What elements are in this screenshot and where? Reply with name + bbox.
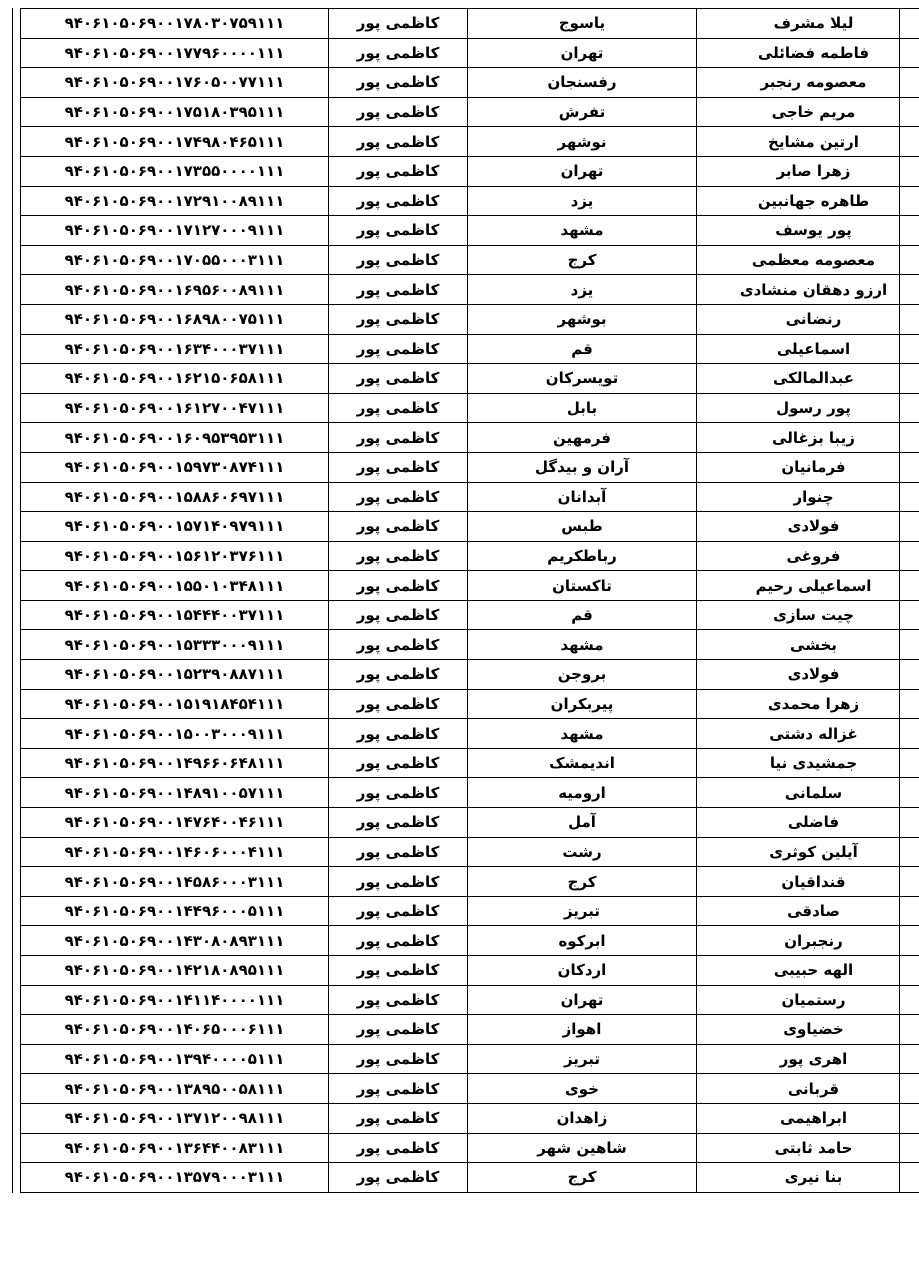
table-row [21,127,919,157]
name-cell: رستمیان [697,985,919,1015]
records-table [20,8,919,1193]
agent-cell: کاظمی پور [329,38,468,68]
city-cell: پیربکران [468,689,697,719]
city-cell: تهران [468,38,697,68]
agent-cell: کاظمی پور [329,926,468,956]
code-cell: ۹۴۰۶۱۰۵۰۶۹۰۰۱۳۵۷۹۰۰۰۳۱۱۱ [21,1163,329,1193]
code-cell: ۹۴۰۶۱۰۵۰۶۹۰۰۱۶۰۹۵۳۹۵۳۱۱۱ [21,423,329,453]
code-cell: ۹۴۰۶۱۰۵۰۶۹۰۰۱۴۷۶۴۰۰۴۶۱۱۱ [21,808,329,838]
agent-cell: کاظمی پور [329,452,468,482]
name-cell: عبدالمالکی [697,364,919,394]
table-row [21,1163,919,1193]
name-cell: چنوار [697,482,919,512]
code-cell: ۹۴۰۶۱۰۵۰۶۹۰۰۱۷۵۱۸۰۳۹۵۱۱۱ [21,97,329,127]
code-cell: ۹۴۰۶۱۰۵۰۶۹۰۰۱۶۳۴۰۰۰۳۷۱۱۱ [21,334,329,364]
name-cell: اهری پور [697,1044,919,1074]
name-cell: ارتین مشایخ [697,127,919,157]
table-row [21,600,919,630]
code-cell: ۹۴۰۶۱۰۵۰۶۹۰۰۱۴۵۸۶۰۰۰۳۱۱۱ [21,867,329,897]
city-cell: تهران [468,156,697,186]
name-cell: پور رسول [697,393,919,423]
agent-cell: کاظمی پور [329,97,468,127]
code-cell: ۹۴۰۶۱۰۵۰۶۹۰۰۱۳۸۹۵۰۰۵۸۱۱۱ [21,1074,329,1104]
name-cell: صادقی [697,896,919,926]
city-cell: رفسنجان [468,68,697,98]
table-row [21,512,919,542]
agent-cell: کاظمی پور [329,186,468,216]
table-row [21,748,919,778]
code-cell: ۹۴۰۶۱۰۵۰۶۹۰۰۱۴۱۱۴۰۰۰۰۱۱۱ [21,985,329,1015]
name-cell: زیبا بزغالی [697,423,919,453]
name-cell: معصومه رنجبر [697,68,919,98]
table-row [21,896,919,926]
name-cell: آیلین کوثری [697,837,919,867]
name-cell: فرمانیان [697,452,919,482]
code-cell: ۹۴۰۶۱۰۵۰۶۹۰۰۱۵۶۱۲۰۳۷۶۱۱۱ [21,541,329,571]
city-cell: تویسرکان [468,364,697,394]
table-row [21,38,919,68]
table-row [21,660,919,690]
name-cell: رنضانی [697,304,919,334]
code-cell: ۹۴۰۶۱۰۵۰۶۹۰۰۱۵۴۴۴۰۰۳۷۱۱۱ [21,600,329,630]
code-cell: ۹۴۰۶۱۰۵۰۶۹۰۰۱۷۸۰۳۰۷۵۹۱۱۱ [21,9,329,39]
agent-cell: کاظمی پور [329,68,468,98]
table-row [21,837,919,867]
code-cell: ۹۴۰۶۱۰۵۰۶۹۰۰۱۴۶۰۶۰۰۰۴۱۱۱ [21,837,329,867]
city-cell: آبدانان [468,482,697,512]
name-cell: بنا نیری [697,1163,919,1193]
code-cell: ۹۴۰۶۱۰۵۰۶۹۰۰۱۷۴۹۸۰۴۶۵۱۱۱ [21,127,329,157]
city-cell: بابل [468,393,697,423]
code-cell: ۹۴۰۶۱۰۵۰۶۹۰۰۱۵۷۱۴۰۹۷۹۱۱۱ [21,512,329,542]
agent-cell: کاظمی پور [329,216,468,246]
table-row [21,630,919,660]
city-cell: بوشهر [468,304,697,334]
code-cell: ۹۴۰۶۱۰۵۰۶۹۰۰۱۷۳۵۵۰۰۰۰۱۱۱ [21,156,329,186]
city-cell: ارومیه [468,778,697,808]
name-cell: فولادی [697,512,919,542]
code-cell: ۹۴۰۶۱۰۵۰۶۹۰۰۱۵۹۷۳۰۸۷۴۱۱۱ [21,452,329,482]
code-cell: ۹۴۰۶۱۰۵۰۶۹۰۰۱۶۹۵۶۰۰۸۹۱۱۱ [21,275,329,305]
agent-cell: کاظمی پور [329,482,468,512]
code-cell: ۹۴۰۶۱۰۵۰۶۹۰۰۱۵۲۳۹۰۸۸۷۱۱۱ [21,660,329,690]
table-row [21,156,919,186]
city-cell: تهران [468,985,697,1015]
agent-cell: کاظمی پور [329,985,468,1015]
table-row [21,1015,919,1045]
code-cell: ۹۴۰۶۱۰۵۰۶۹۰۰۱۴۰۶۵۰۰۰۶۱۱۱ [21,1015,329,1045]
city-cell: نوشهر [468,127,697,157]
agent-cell: کاظمی پور [329,541,468,571]
agent-cell: کاظمی پور [329,1133,468,1163]
records-table-body [21,9,919,1193]
table-row [21,334,919,364]
table-row [21,186,919,216]
agent-cell: کاظمی پور [329,571,468,601]
table-row [21,541,919,571]
code-cell: ۹۴۰۶۱۰۵۰۶۹۰۰۱۳۶۴۴۰۰۸۳۱۱۱ [21,1133,329,1163]
code-cell: ۹۴۰۶۱۰۵۰۶۹۰۰۱۵۳۳۳۰۰۰۹۱۱۱ [21,630,329,660]
name-cell: سلمانی [697,778,919,808]
city-cell: تفرش [468,97,697,127]
table-row [21,1074,919,1104]
table-row [21,97,919,127]
agent-cell: کاظمی پور [329,364,468,394]
name-cell: فاطمه فضائلی [697,38,919,68]
code-cell: ۹۴۰۶۱۰۵۰۶۹۰۰۱۳۹۴۰۰۰۰۵۱۱۱ [21,1044,329,1074]
agent-cell: کاظمی پور [329,719,468,749]
agent-cell: کاظمی پور [329,9,468,39]
agent-cell: کاظمی پور [329,660,468,690]
name-cell: چیت سازی [697,600,919,630]
agent-cell: کاظمی پور [329,778,468,808]
code-cell: ۹۴۰۶۱۰۵۰۶۹۰۰۱۷۲۹۱۰۰۸۹۱۱۱ [21,186,329,216]
city-cell: ابرکوه [468,926,697,956]
table-row [21,216,919,246]
city-cell: بروجن [468,660,697,690]
city-cell: یاسوج [468,9,697,39]
agent-cell: کاظمی پور [329,127,468,157]
name-cell: طاهره جهانبین [697,186,919,216]
code-cell: ۹۴۰۶۱۰۵۰۶۹۰۰۱۶۸۹۸۰۰۷۵۱۱۱ [21,304,329,334]
code-cell: ۹۴۰۶۱۰۵۰۶۹۰۰۱۷۷۹۶۰۰۰۰۱۱۱ [21,38,329,68]
city-cell: شاهین شهر [468,1133,697,1163]
code-cell: ۹۴۰۶۱۰۵۰۶۹۰۰۱۷۰۵۵۰۰۰۳۱۱۱ [21,245,329,275]
name-cell: مریم خاجی [697,97,919,127]
agent-cell: کاظمی پور [329,156,468,186]
agent-cell: کاظمی پور [329,689,468,719]
name-cell: قنداقیان [697,867,919,897]
table-row [21,985,919,1015]
agent-cell: کاظمی پور [329,1015,468,1045]
agent-cell: کاظمی پور [329,512,468,542]
agent-cell: کاظمی پور [329,896,468,926]
city-cell: رشت [468,837,697,867]
code-cell: ۹۴۰۶۱۰۵۰۶۹۰۰۱۴۲۱۸۰۸۹۵۱۱۱ [21,956,329,986]
city-cell: آمل [468,808,697,838]
table-row [21,275,919,305]
name-cell: فاضلی [697,808,919,838]
city-cell: زاهدان [468,1103,697,1133]
agent-cell: کاظمی پور [329,630,468,660]
table-row [21,1044,919,1074]
city-cell: تبریز [468,896,697,926]
table-row [21,867,919,897]
agent-cell: کاظمی پور [329,867,468,897]
table-row [21,719,919,749]
name-cell: الهه حبیبی [697,956,919,986]
name-cell: حامد ثابتی [697,1133,919,1163]
name-cell: رنجبران [697,926,919,956]
code-cell: ۹۴۰۶۱۰۵۰۶۹۰۰۱۶۲۱۵۰۶۵۸۱۱۱ [21,364,329,394]
agent-cell: کاظمی پور [329,334,468,364]
table-row [21,1103,919,1133]
code-cell: ۹۴۰۶۱۰۵۰۶۹۰۰۱۷۱۲۷۰۰۰۹۱۱۱ [21,216,329,246]
agent-cell: کاظمی پور [329,1103,468,1133]
name-cell: اسماعیلی رحیم [697,571,919,601]
city-cell: مشهد [468,630,697,660]
table-row [21,808,919,838]
code-cell: ۹۴۰۶۱۰۵۰۶۹۰۰۱۵۸۸۶۰۶۹۷۱۱۱ [21,482,329,512]
agent-cell: کاظمی پور [329,1074,468,1104]
city-cell: کرج [468,1163,697,1193]
city-cell: قم [468,334,697,364]
city-cell: مشهد [468,719,697,749]
city-cell: اندیمشک [468,748,697,778]
table-row [21,778,919,808]
agent-cell: کاظمی پور [329,600,468,630]
name-cell: پور یوسف [697,216,919,246]
table-row [21,482,919,512]
city-cell: یزد [468,186,697,216]
agent-cell: کاظمی پور [329,1044,468,1074]
table-row [21,68,919,98]
code-cell: ۹۴۰۶۱۰۵۰۶۹۰۰۱۵۱۹۱۸۴۵۴۱۱۱ [21,689,329,719]
name-cell: جمشیدی نیا [697,748,919,778]
agent-cell: کاظمی پور [329,275,468,305]
city-cell: کرج [468,245,697,275]
agent-cell: کاظمی پور [329,393,468,423]
city-cell: تاکستان [468,571,697,601]
records-sheet [20,8,894,1193]
code-cell: ۹۴۰۶۱۰۵۰۶۹۰۰۱۷۶۰۵۰۰۷۷۱۱۱ [21,68,329,98]
code-cell: ۹۴۰۶۱۰۵۰۶۹۰۰۱۶۱۲۷۰۰۴۷۱۱۱ [21,393,329,423]
city-cell: کرج [468,867,697,897]
name-cell: فروغی [697,541,919,571]
code-cell: ۹۴۰۶۱۰۵۰۶۹۰۰۱۵۰۰۳۰۰۰۹۱۱۱ [21,719,329,749]
agent-cell: کاظمی پور [329,808,468,838]
city-cell: قم [468,600,697,630]
name-cell: غزاله دشتی [697,719,919,749]
name-cell: زهرا صابر [697,156,919,186]
code-cell: ۹۴۰۶۱۰۵۰۶۹۰۰۱۵۵۰۱۰۳۴۸۱۱۱ [21,571,329,601]
city-cell: طبس [468,512,697,542]
agent-cell: کاظمی پور [329,837,468,867]
table-row [21,393,919,423]
table-row [21,452,919,482]
name-cell: ابراهیمی [697,1103,919,1133]
name-cell: اسماعیلی [697,334,919,364]
agent-cell: کاظمی پور [329,304,468,334]
city-cell: یزد [468,275,697,305]
name-cell: لیلا مشرف [697,9,919,39]
table-row [21,956,919,986]
name-cell: قربانی [697,1074,919,1104]
code-cell: ۹۴۰۶۱۰۵۰۶۹۰۰۱۳۷۱۲۰۰۹۸۱۱۱ [21,1103,329,1133]
name-cell: ارزو دهقان منشادی [697,275,919,305]
table-row [21,304,919,334]
name-cell: فولادی [697,660,919,690]
city-cell: اهواز [468,1015,697,1045]
city-cell: آران و بیدگل [468,452,697,482]
agent-cell: کاظمی پور [329,245,468,275]
table-row [21,423,919,453]
table-row [21,364,919,394]
table-row [21,9,919,39]
table-row [21,926,919,956]
table-row [21,689,919,719]
agent-cell: کاظمی پور [329,1163,468,1193]
name-cell: خضیاوی [697,1015,919,1045]
city-cell: فرمهین [468,423,697,453]
city-cell: خوی [468,1074,697,1104]
code-cell: ۹۴۰۶۱۰۵۰۶۹۰۰۱۴۹۶۶۰۶۴۸۱۱۱ [21,748,329,778]
city-cell: رباطکریم [468,541,697,571]
table-row [21,245,919,275]
agent-cell: کاظمی پور [329,423,468,453]
code-cell: ۹۴۰۶۱۰۵۰۶۹۰۰۱۴۴۹۶۰۰۰۵۱۱۱ [21,896,329,926]
name-cell: زهرا محمدی [697,689,919,719]
code-cell: ۹۴۰۶۱۰۵۰۶۹۰۰۱۴۸۹۱۰۰۵۷۱۱۱ [21,778,329,808]
table-row [21,571,919,601]
city-cell: تبریز [468,1044,697,1074]
code-cell: ۹۴۰۶۱۰۵۰۶۹۰۰۱۴۳۰۸۰۸۹۳۱۱۱ [21,926,329,956]
agent-cell: کاظمی پور [329,748,468,778]
city-cell: مشهد [468,216,697,246]
city-cell: اردکان [468,956,697,986]
name-cell: بخشی [697,630,919,660]
table-row [21,1133,919,1163]
agent-cell: کاظمی پور [329,956,468,986]
name-cell: معصومه معظمی [697,245,919,275]
